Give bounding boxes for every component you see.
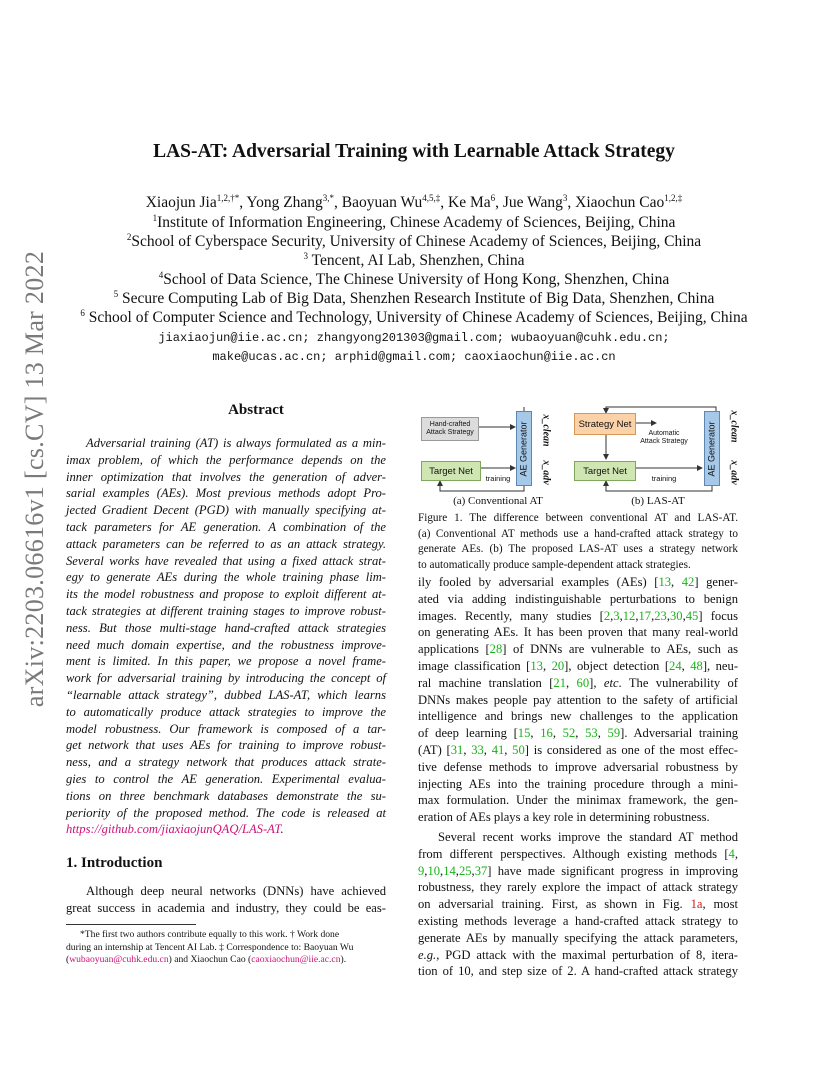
author-affil: 6 <box>490 193 496 203</box>
email-line: jiaxiaojun@iie.ac.cn; zhangyong201303@gmail.com; wubaoyuan@cuhk.edu.cn; <box>158 331 670 345</box>
affil-number: 5 <box>113 289 119 299</box>
affil-number: 1 <box>152 213 158 223</box>
abstract-line: imax problem, of which the performance depends on the <box>66 452 386 467</box>
caption-line: Figure 1. The difference between conventional AT and LAS-AT. <box>418 512 738 524</box>
affil-text: Institute of Information Engineering, Chinese Academy of Sciences, Beijing, China <box>157 214 676 231</box>
abstract-line: egy to generate AEs during the whole training phase lim- <box>66 570 386 585</box>
author-name: , Yong Zhang <box>239 194 323 211</box>
affiliation <box>0 308 828 327</box>
hand-crafted-strategy-box: Hand-crafted Attack Strategy <box>421 417 479 441</box>
intro-line: great success in academia and industry, they could be eas- <box>66 900 386 915</box>
abstract-line <box>66 821 386 838</box>
abstract-line: tions on three benchmark databases demonstrate the su- <box>66 788 386 803</box>
abstract-line: attack parameters can be referred to as an attack strategy. <box>66 536 386 551</box>
body-line: tion of 10, and step size of 2. A hand-crafted attack strategy <box>418 964 738 979</box>
footnote-email[interactable]: caoxiaochun@iie.ac.cn <box>251 954 341 966</box>
footnote-text: ). <box>340 954 347 966</box>
footnote <box>66 929 388 967</box>
author-affil: 4,5,‡ <box>422 193 441 203</box>
abstract-line: get network that uses AEs for training to improve robust- <box>66 738 386 753</box>
abstract-line: jected Gradient Decent (PGD) with manually specifying at- <box>66 503 386 518</box>
affil-number: 4 <box>158 270 164 280</box>
body-line: of deep learning [15, 16, 52, 53, 59]. Adversarial training <box>418 726 739 741</box>
affil-text: School of Computer Science and Technology, University of Chinese Academy of Sciences, Beijing, China <box>84 309 748 326</box>
abstract-heading: Abstract <box>228 402 284 418</box>
body-line: max formulation. Under the minimax framework, the gen- <box>418 793 738 808</box>
body-line: intelligence and brings new challenges to the application <box>418 709 738 724</box>
x-adv-text: x_adv <box>540 459 552 485</box>
body-line: images. Recently, many studies [2,3,12,17,23,30,45] focus <box>418 608 738 623</box>
subcaption-b: (b) LAS-AT <box>631 495 685 507</box>
intro-heading: 1. Introduction <box>66 855 163 871</box>
ae-generator-label: AE Generator <box>707 420 717 477</box>
abstract-line: gies to control the AE generation. Experimental evalua- <box>66 771 386 786</box>
body-line: injecting AEs into the training procedure through a mini- <box>418 776 738 791</box>
affil-number: 6 <box>80 308 85 318</box>
abstract-line: Several works have revealed that using a fixed attack strat- <box>66 553 386 568</box>
ae-generator-b <box>704 411 720 486</box>
abstract-line: ness, and a strategy network that produces attack strate- <box>66 755 386 770</box>
x-clean-label-b <box>728 411 740 441</box>
abstract-line: ness. But those multi-stage hand-crafted attack strategies <box>66 620 386 635</box>
target-net-box-b: Target Net <box>574 461 636 481</box>
paper-title: LAS-AT: Adversarial Training with Learnable Attack Strategy <box>153 141 675 162</box>
body-line: eration of AEs plays a key role in determining robustness. <box>418 810 710 825</box>
abstract-body <box>66 435 386 838</box>
body-line: robustness, they rarely explore the impact of attack strategy <box>418 880 738 895</box>
footnote-email[interactable]: wubaoyuan@cuhk.edu.cn <box>69 954 169 966</box>
automatic-strategy-label: Automatic Attack Strategy <box>640 429 688 445</box>
author-name: , Ke Ma <box>440 194 491 211</box>
ae-generator-a <box>516 411 532 486</box>
affiliation <box>0 213 828 232</box>
x-adv-label-b <box>728 459 740 485</box>
body-line: on adversarial training. First, as shown in Fig. 1a, most <box>418 897 738 912</box>
abstract-line: model robustness. Our framework is composed of a tar- <box>66 721 386 736</box>
abstract-end: . <box>280 822 284 837</box>
body-line: existing methods leverage a hand-crafted attack strategy to <box>418 913 738 928</box>
body-line: on generating AEs. It has been proven that many real-world <box>418 625 738 640</box>
training-label-a: training <box>485 473 511 483</box>
footnote-line: (wubaoyuan@cuhk.edu.cn) and Xiaochun Cao (caoxiaochun@iie.ac.cn). <box>66 954 347 966</box>
abstract-line: “learnable attack strategy”, dubbed LAS-AT, which learns <box>66 687 386 702</box>
caption-line: (a) Conventional AT methods use a hand-crafted attack strategy to <box>418 527 738 540</box>
intro-body-right <box>418 574 738 980</box>
abstract-line: its the model robustness and propose to exploit different at- <box>66 587 386 602</box>
x-clean-text: x_clean <box>540 413 552 447</box>
x-adv-label-a <box>540 459 552 485</box>
author-name: Xiaojun Jia <box>145 194 217 211</box>
footnote-text: ) and Xiaochun Cao ( <box>168 954 252 966</box>
code-link[interactable]: https://github.com/jiaxiaojunQAQ/LAS-AT <box>66 822 281 837</box>
figure-caption <box>418 511 738 573</box>
body-line: e.g., PGD attack with the maximal perturbation of 8, itera- <box>418 947 738 962</box>
strategy-net-box: Strategy Net <box>574 413 636 435</box>
abstract-line: Adversarial training (AT) is always formulated as a min- <box>86 436 386 450</box>
abstract-line: need much domain expertise, and the robustness improve- <box>66 637 386 652</box>
body-line: 9,10,14,25,37] have made significant progress in improving <box>418 863 738 878</box>
caption-line: to automatically produce sample-dependent attack strategies. <box>418 558 691 571</box>
abstract-line: periority of the proposed method. The code is released at <box>66 805 386 820</box>
target-net-box-a: Target Net <box>421 461 481 481</box>
footnote-rule <box>66 924 196 925</box>
affiliation <box>0 251 828 270</box>
body-line: applications [28] of DNNs are vulnerable to AEs, such as <box>418 642 738 657</box>
body-line: generate AEs by manually specifying the attack parameters, <box>418 930 738 945</box>
body-line: Several recent works improve the standard AT method <box>438 829 738 844</box>
abstract-line: tack strategies at different training stages to improve robust- <box>66 603 386 618</box>
x-clean-text: x_clean <box>728 409 740 443</box>
body-line: image classification [13, 20], object detection [24, 48], neu- <box>418 658 739 673</box>
caption-line: generate AEs. (b) The proposed LAS-AT uses a strategy network <box>418 543 738 555</box>
body-line: ral machine translation [21, 60], etc. The vulnerability of <box>418 675 739 690</box>
author-affil: 1,2,†* <box>216 193 240 203</box>
affil-number: 3 <box>303 251 309 261</box>
body-line: ily fooled by adversarial examples (AEs) [13, 42] gener- <box>418 575 738 589</box>
affiliation <box>0 270 828 289</box>
body-line: DNNs makes people pay attention to the safety of artificial <box>418 692 738 707</box>
body-line: tive defense methods to improve adversarial robustness by <box>418 759 738 774</box>
body-line: ated via adding indistinguishable perturbations to benign <box>418 591 738 606</box>
affil-text: School of Cyberspace Security, University of Chinese Academy of Sciences, Beijing, China <box>131 233 702 250</box>
affil-text: Secure Computing Lab of Big Data, Shenzhen Research Institute of Big Data, Shenzhen, China <box>118 290 715 307</box>
footnote-line: during an internship at Tencent AI Lab. ‡ Correspondence to: Baoyuan Wu <box>66 941 354 953</box>
email-line: make@ucas.ac.cn; arphid@gmail.com; caoxiaochun@iie.ac.cn <box>212 350 616 364</box>
ae-generator-label: AE Generator <box>519 420 529 477</box>
x-clean-label-a <box>540 415 552 445</box>
abstract-line: work for adversarial training by introducing the concept of <box>66 671 386 686</box>
author-list <box>0 193 828 212</box>
x-adv-text: x_adv <box>728 459 740 485</box>
abstract-line: tack parameters for AE generation. A combination of the <box>66 519 386 534</box>
author-name: , Xiaochun Cao <box>567 194 665 211</box>
subcaption-a: (a) Conventional AT <box>453 495 543 507</box>
intro-line: Although deep neural networks (DNNs) have achieved <box>86 884 386 898</box>
abstract-line: ment is limited. In this paper, we propose a novel frame- <box>66 654 386 669</box>
affiliation <box>0 289 828 308</box>
affil-number: 2 <box>126 232 132 242</box>
author-affil: 3,* <box>322 193 335 203</box>
training-label-b: training <box>651 473 677 483</box>
author-name: , Baoyuan Wu <box>334 194 423 211</box>
affil-text: Tencent, AI Lab, Shenzhen, China <box>308 252 525 269</box>
footnote-line: *The first two authors contribute equally to this work. † Work done <box>80 929 340 940</box>
arxiv-stamp-text: arXiv:2203.06616v1 [cs.CV] 13 Mar 2022 <box>20 250 50 708</box>
body-line: from different perspectives. Although existing methods [4, <box>418 846 738 861</box>
affil-text: School of Data Science, The Chinese University of Hong Kong, Shenzhen, China <box>163 271 670 288</box>
abstract-line: sarial examples (AEs). Most previous methods adopt Pro- <box>66 486 386 501</box>
abstract-line: to automatically produce attack strategies to improve the <box>66 704 386 719</box>
abstract-line: inner optimization that involves the generation of adver- <box>66 469 386 484</box>
author-affil: 1,2,‡ <box>664 193 683 203</box>
body-line: (AT) [31, 33, 41, 50] is considered as one of the most effec- <box>418 742 739 757</box>
author-affil: 3 <box>562 193 568 203</box>
author-name: , Jue Wang <box>495 194 563 211</box>
intro-body <box>66 883 386 917</box>
affiliation <box>0 232 828 251</box>
